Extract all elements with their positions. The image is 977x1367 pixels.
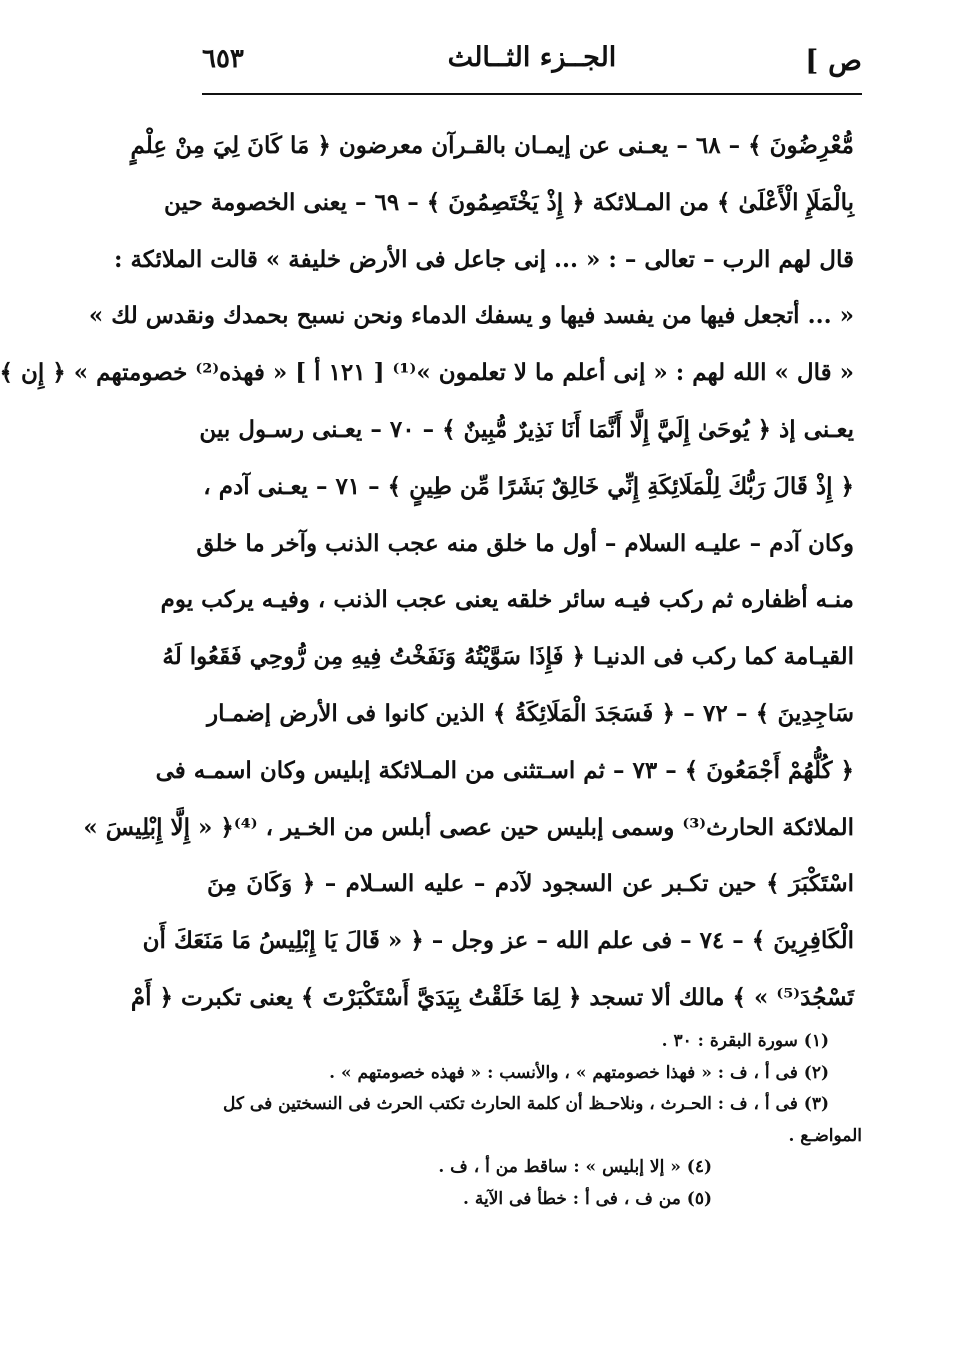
footnote: (٢) فى أ ، ف : « فهذا خصومتهم » ، والأنسب : « فهذه خصومتهم » . xyxy=(329,1062,829,1083)
text-line: سَاجِدِينَ ﴾ – ٧٢ – ﴿ فَسَجَدَ الْمَلَائِكَةُ ﴾ الذين كانوا فى الأرض إضمـار xyxy=(207,699,854,727)
header-rule xyxy=(202,93,862,95)
running-header xyxy=(202,30,862,90)
footnote: (١) سورة البقرة : ٣٠ . xyxy=(661,1031,829,1051)
text-line: ﴿ إِذْ قَالَ رَبُّكَ لِلْمَلَائِكَةِ إِنِّي خَالِقٌ بَشَرًا مِّن طِينٍ ﴾ – ٧١ – يعـنى آدم ، xyxy=(203,472,854,500)
text-line: « قال » الله لهم : « إنى أعلم ما لا تعلمون »⁽¹⁾ [ ١٢١ أ ] « فهذه⁽²⁾ خصومتهم » ﴿ إِن ﴾ xyxy=(0,359,854,387)
main-text xyxy=(0,118,854,1027)
text-line: منـه أظفاره ثم ركب فيـه سائر خلقه يعنى عجب الذنب ، وفيـه يركب يوم xyxy=(160,586,854,614)
footnotes xyxy=(202,1026,862,1215)
text-line: « ... أتجعل فيها من يفسد فيها و يسفك الدماء ونحن نسبح بحمدك ونقدس لك » xyxy=(88,302,854,330)
text-line: يعـنى إذ ﴿ يُوحَىٰ إِلَيَّ إِلَّا أَنَّمَا أَنَا نَذِيرٌ مُّبِينٌ ﴾ – ٧٠ – يعـنى رسـول بين xyxy=(199,415,854,443)
page-number: ٦٥٣ xyxy=(202,44,244,74)
text-line: اسْتَكْبَرَ ﴾ حين تكـبر عن السجود لآدم – عليه السـلام – ﴿ وَكَانَ مِنَ xyxy=(207,870,854,898)
text-line: ﴿ كُلُّهُمْ أَجْمَعُونَ ﴾ – ٧٣ – ثم اسـتثنى من المـلائكة إبليس وكان اسمـه فى xyxy=(155,756,854,784)
footnote: (٥) من ف ، فى أ : خطأ فى الآية . xyxy=(463,1188,712,1209)
footnote: (٣) فى أ ، ف : الحـرث ، ونلاحـظ أن كلمة الحارث تكتب الحرث فى النسختين فى كل xyxy=(223,1094,829,1114)
text-line: قال لهم الرب – تعالى – : « ... إنى جاعل فى الأرض خليفة » قالت الملائكة : xyxy=(113,245,854,273)
text-line: الملائكة الحارث⁽³⁾ وسمى إبليس حين عصى أبلس من الخـير ، ⁽⁴⁾﴿ « إِلَّا إِبْلِيسَ » xyxy=(83,813,854,841)
footnote-continuation: المواضـع . xyxy=(788,1125,862,1146)
text-line: تَسْجُدَ⁽⁵⁾ » ﴾ مالك ألا تسجد ﴿ لِمَا خَلَقْتُ بِيَدَيَّ أَسْتَكْبَرْتَ ﴾ يعنى تكبرت ﴿ أَمْ xyxy=(130,983,854,1011)
text-line: القيـامة كما ركب فى الدنيـا ﴿ فَإِذَا سَوَّيْتُهُ وَنَفَخْتُ فِيهِ مِن رُّوحِي فَقَعُوا لَهُ xyxy=(162,643,854,671)
sura-name: ص ] xyxy=(805,44,862,77)
text-line: بِالْمَلَإِ الْأَعْلَىٰ ﴾ من المـلائكة ﴿ إِذْ يَخْتَصِمُونَ ﴾ – ٦٩ – يعنى الخصومة حين xyxy=(164,188,854,216)
text-line: وكان آدم – عليـه السلام – أول ما خلق منه عجب الذنب وآخر ما خلق xyxy=(196,529,854,557)
text-line: مُّعْرِضُونَ ﴾ – ٦٨ – يعـنى عن إيمـان بالقـرآن معرضون ﴿ مَا كَانَ لِيَ مِنْ عِلْمٍ xyxy=(130,132,854,159)
footnote: (٤) « إلا إبليس » : ساقط من أ ، ف . xyxy=(438,1157,712,1177)
part-title: الجــزء الثــالث xyxy=(447,42,617,73)
text-line: الْكَافِرِينَ ﴾ – ٧٤ – فى علم الله – عز وجل – ﴿ « قَالَ يَا إِبْلِيسُ مَا مَنَعَكَ أَن xyxy=(142,927,854,955)
